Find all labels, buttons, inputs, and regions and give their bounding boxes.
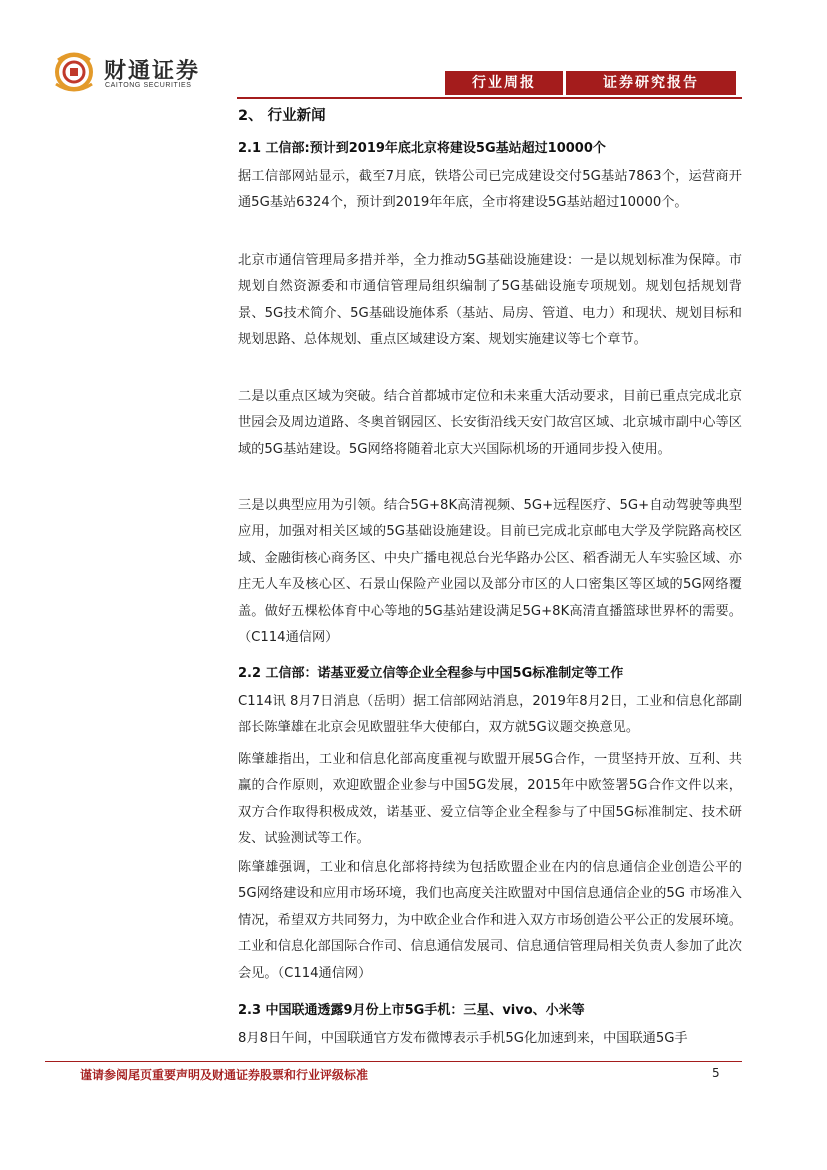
news-3-paragraph-1: 8月8日午间，中国联通官方发布微博表示手机5G化加速到来，中国联通5G手: [238, 1031, 688, 1046]
caitong-logo-icon: [50, 50, 98, 94]
news-2-paragraph-1: C114讯 8月7日消息（岳明）据工信部网站消息，2019年8月2日，工业和信息化部副部长陈肇雄在北京会见欧盟驻华大使郁白，双方就5G议题交换意见。: [238, 694, 742, 736]
report-category-tab: 证券研究报告: [566, 71, 736, 95]
news-1-paragraph-4: 三是以典型应用为引领。结合5G+8K高清视频、5G+远程医疗、5G+自动驾驶等典型应用，加强对相关区域的5G基础设施建设。目前已完成北京邮电大学及学院路高校区域、金融街核心商务区、中央广播电视总台光华路办公区、稻香湖无人车实验区域、亦庄无人车及核心区、石景山保险产业园以及部分市区的人口密集区等区域的5G网络覆盖。做好五棵松体育中心等地的5G基站建设满足5G+8K高清直播篮球世界杯的需要。（C114通信网）: [238, 498, 742, 646]
page-number: 5: [712, 1066, 720, 1080]
news-2-paragraph-3: 陈肇雄强调，工业和信息化部将持续为包括欧盟企业在内的信息通信企业创造公平的5G网络建设和应用市场环境，我们也高度关注欧盟对中国信息通信企业的5G 市场准入情况，希望双方共同努力，为中欧企业合作和进入双方市场创造公平公正的发展环境。工业和信息化部国际合作司、信息通信发展司、信息通信管理局相关负责人参加了此次会见。（C114通信网）: [238, 860, 742, 981]
report-type-tab: 行业周报: [445, 71, 563, 95]
footer-divider: [45, 1061, 742, 1062]
header-divider: [237, 97, 742, 99]
footer-disclaimer: 谨请参阅尾页重要声明及财通证券股票和行业评级标准: [80, 1068, 369, 1082]
news-1-paragraph-3: 二是以重点区域为突破。结合首都城市定位和未来重大活动要求，目前已重点完成北京世园会及周边道路、冬奥首钢园区、长安街沿线天安门故宫区域、北京城市副中心等区域的5G基站建设。5G网络将随着北京大兴国际机场的开通同步投入使用。: [238, 389, 742, 457]
logo-chinese-name: 财通证券: [104, 58, 201, 84]
logo-english-name: CAITONG SECURITIES: [105, 82, 192, 89]
section-title: 2、 行业新闻: [238, 108, 326, 124]
news-heading-3: 2.3 中国联通透露9月份上市5G手机：三星、vivo、小米等: [238, 1003, 585, 1018]
news-2-paragraph-2: 陈肇雄指出，工业和信息化部高度重视与欧盟开展5G合作，一贯坚持开放、互利、共赢的合作原则，欢迎欧盟企业参与中国5G发展，2015年中欧签署5G合作文件以来，双方合作取得积极成效，诺基亚、爱立信等企业全程参与了中国5G标准制定、技术研发、试验测试等工作。: [238, 752, 742, 847]
news-heading-1: 2.1 工信部:预计到2019年底北京将建设5G基站超过10000个: [238, 141, 606, 156]
news-1-paragraph-1: 据工信部网站显示，截至7月底，铁塔公司已完成建设交付5G基站7863个，运营商开通5G基站6324个，预计到2019年年底，全市将建设5G基站超过10000个。: [238, 169, 742, 211]
news-heading-2: 2.2 工信部：诺基亚爱立信等企业全程参与中国5G标准制定等工作: [238, 666, 624, 681]
company-logo: [50, 50, 220, 94]
news-1-paragraph-2: 北京市通信管理局多措并举，全力推动5G基础设施建设：一是以规划标准为保障。市规划自然资源委和市通信管理局组织编制了5G基础设施专项规划。规划包括规划背景、5G技术简介、5G基础设施体系（基站、局房、管道、电力）和现状、规划目标和规划思路、总体规划、重点区域建设方案、规划实施建议等七个章节。: [238, 253, 742, 348]
header-tabs: [445, 71, 736, 95]
